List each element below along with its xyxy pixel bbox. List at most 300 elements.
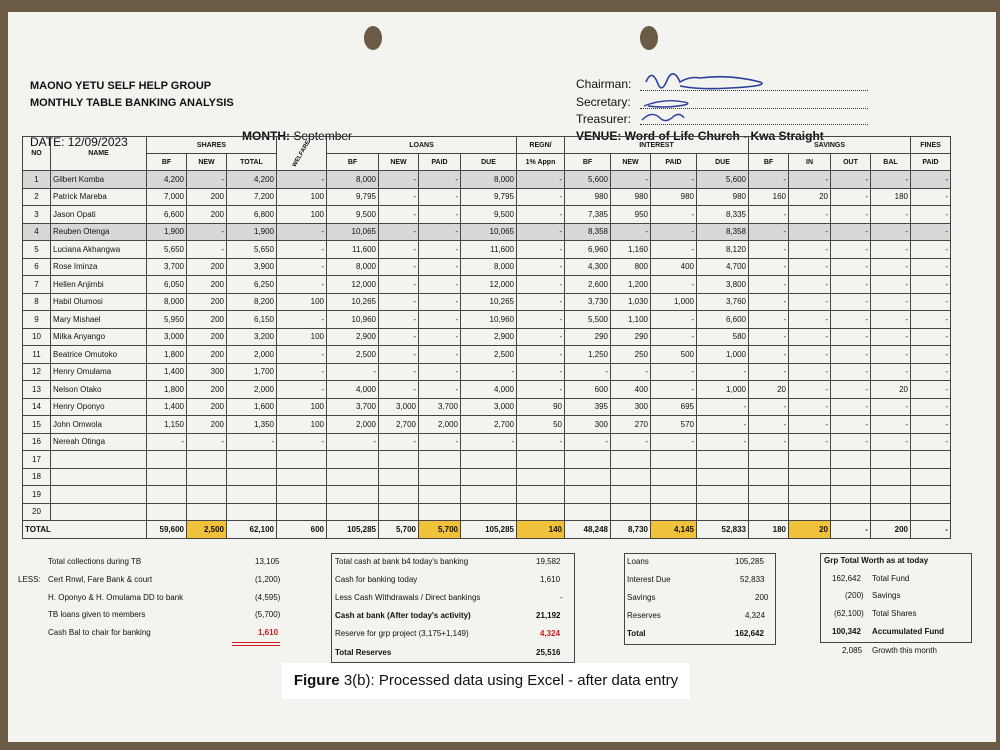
table-cell: - bbox=[789, 398, 831, 416]
total-cell: - bbox=[831, 521, 871, 539]
table-cell: 8,000 bbox=[327, 171, 379, 189]
table-cell: 1,000 bbox=[697, 381, 749, 399]
table-cell: Jason Opati bbox=[51, 206, 147, 224]
table-cell: 3,000 bbox=[379, 398, 419, 416]
table-cell: Nelson Otako bbox=[51, 381, 147, 399]
table-row bbox=[23, 328, 951, 346]
fund-value-4: 162,642 bbox=[735, 629, 764, 638]
table-cell bbox=[517, 503, 565, 521]
table-cell: 3,700 bbox=[147, 258, 187, 276]
table-cell bbox=[697, 451, 749, 469]
summary-left-value-4: 1,610 bbox=[258, 628, 279, 637]
table-cell: 20 bbox=[23, 503, 51, 521]
table-cell: 200 bbox=[187, 188, 227, 206]
table-cell: - bbox=[831, 381, 871, 399]
table-cell: 6,800 bbox=[227, 206, 277, 224]
sub-header: NEW bbox=[611, 154, 651, 171]
sub-header: OUT bbox=[831, 154, 871, 171]
table-cell: 10,960 bbox=[461, 311, 517, 329]
table-cell: - bbox=[749, 433, 789, 451]
table-cell: - bbox=[789, 223, 831, 241]
table-cell: - bbox=[419, 171, 461, 189]
table-cell: 3 bbox=[23, 206, 51, 224]
table-cell: - bbox=[831, 398, 871, 416]
table-cell: - bbox=[611, 433, 651, 451]
table-cell: 1,000 bbox=[697, 346, 749, 364]
table-cell bbox=[461, 486, 517, 504]
table-cell: 10 bbox=[23, 328, 51, 346]
table-row bbox=[23, 503, 951, 521]
table-cell: - bbox=[831, 241, 871, 259]
table-cell bbox=[187, 468, 227, 486]
table-cell: 14 bbox=[23, 398, 51, 416]
table-cell: - bbox=[277, 381, 327, 399]
table-cell: - bbox=[789, 293, 831, 311]
worth-value-1: (200) bbox=[845, 591, 864, 600]
fund-label-2: Savings bbox=[627, 593, 656, 602]
table-cell: 4 bbox=[23, 223, 51, 241]
table-cell: - bbox=[277, 433, 327, 451]
table-cell: 1,900 bbox=[227, 223, 277, 241]
table-cell: - bbox=[911, 346, 951, 364]
worth-label-0: Total Fund bbox=[872, 574, 910, 583]
table-cell: - bbox=[697, 433, 749, 451]
caption-bold: Figure bbox=[293, 672, 340, 689]
table-cell: - bbox=[379, 241, 419, 259]
table-cell: 200 bbox=[187, 381, 227, 399]
date: DATE: 12/09/2023 bbox=[30, 135, 128, 149]
table-cell bbox=[565, 451, 611, 469]
fund-value-1: 52,833 bbox=[740, 575, 765, 584]
fund-label-0: Loans bbox=[627, 557, 649, 566]
table-cell: 3,700 bbox=[419, 398, 461, 416]
table-cell: 400 bbox=[611, 381, 651, 399]
sub-header: BF bbox=[749, 154, 789, 171]
table-cell: 2,500 bbox=[461, 346, 517, 364]
table-cell bbox=[419, 451, 461, 469]
table-cell: - bbox=[419, 223, 461, 241]
table-cell: - bbox=[789, 363, 831, 381]
table-cell: 5,600 bbox=[697, 171, 749, 189]
table-cell bbox=[419, 503, 461, 521]
table-cell bbox=[379, 468, 419, 486]
table-cell bbox=[227, 468, 277, 486]
cash-label-2: Less Cash Withdrawals / Direct bankings bbox=[335, 593, 481, 602]
table-cell: 2,900 bbox=[327, 328, 379, 346]
table-cell: 5 bbox=[23, 241, 51, 259]
table-cell: John Omwola bbox=[51, 416, 147, 434]
table-cell: - bbox=[911, 171, 951, 189]
table-cell: - bbox=[749, 241, 789, 259]
total-cell: 105,285 bbox=[461, 521, 517, 539]
table-cell: 200 bbox=[187, 206, 227, 224]
table-cell: - bbox=[651, 276, 697, 294]
summary-left-value-1: (1,200) bbox=[255, 575, 281, 584]
table-cell: - bbox=[871, 258, 911, 276]
table-cell: - bbox=[517, 241, 565, 259]
table-cell: 3,200 bbox=[227, 328, 277, 346]
table-cell: - bbox=[227, 433, 277, 451]
table-cell: - bbox=[871, 206, 911, 224]
table-row bbox=[23, 293, 951, 311]
table-cell: 1,900 bbox=[147, 223, 187, 241]
table-cell: - bbox=[789, 276, 831, 294]
table-cell: 6,050 bbox=[147, 276, 187, 294]
table-cell: - bbox=[651, 171, 697, 189]
table-cell: - bbox=[749, 206, 789, 224]
sub-header: NEW bbox=[379, 154, 419, 171]
sub-header: 1% Appn bbox=[517, 154, 565, 171]
table-cell: 6,250 bbox=[227, 276, 277, 294]
col-loans: LOANS bbox=[327, 137, 517, 154]
cash-label-1: Cash for banking today bbox=[335, 575, 418, 584]
table-cell: - bbox=[419, 276, 461, 294]
table-cell: - bbox=[379, 276, 419, 294]
table-cell: 6,960 bbox=[565, 241, 611, 259]
table-cell: 6,600 bbox=[697, 311, 749, 329]
total-cell: 62,100 bbox=[227, 521, 277, 539]
table-cell: - bbox=[831, 416, 871, 434]
table-cell: 12,000 bbox=[461, 276, 517, 294]
table-cell: - bbox=[911, 433, 951, 451]
sub-header: PAID bbox=[911, 154, 951, 171]
table-row bbox=[23, 398, 951, 416]
table-cell bbox=[749, 468, 789, 486]
figure-caption bbox=[282, 663, 690, 699]
table-row bbox=[23, 188, 951, 206]
table-cell: 100 bbox=[277, 328, 327, 346]
table-cell: - bbox=[651, 241, 697, 259]
table-cell bbox=[461, 468, 517, 486]
table-cell: 10,065 bbox=[327, 223, 379, 241]
table-cell: Milka Anyango bbox=[51, 328, 147, 346]
table-cell bbox=[697, 468, 749, 486]
table-cell: - bbox=[871, 311, 911, 329]
sub-header: PAID bbox=[419, 154, 461, 171]
table-cell bbox=[379, 503, 419, 521]
table-cell: - bbox=[697, 398, 749, 416]
worth-title: Grp Total Worth as at today bbox=[824, 556, 929, 565]
table-cell: 180 bbox=[871, 188, 911, 206]
table-cell: 8,200 bbox=[227, 293, 277, 311]
table-row bbox=[23, 241, 951, 259]
table-cell: - bbox=[379, 188, 419, 206]
table-cell bbox=[419, 486, 461, 504]
table-cell bbox=[327, 468, 379, 486]
table-cell: - bbox=[831, 258, 871, 276]
table-cell bbox=[789, 468, 831, 486]
table-row bbox=[23, 468, 951, 486]
table-cell: 2,700 bbox=[379, 416, 419, 434]
table-cell: 1,400 bbox=[147, 398, 187, 416]
table-cell: - bbox=[565, 363, 611, 381]
total-cell: 600 bbox=[277, 521, 327, 539]
table-cell: 500 bbox=[651, 346, 697, 364]
table-cell: - bbox=[789, 381, 831, 399]
table-cell: - bbox=[749, 363, 789, 381]
table-cell: 2,000 bbox=[327, 416, 379, 434]
table-cell: - bbox=[911, 328, 951, 346]
table-cell: - bbox=[379, 346, 419, 364]
table-cell: - bbox=[277, 311, 327, 329]
table-cell: 200 bbox=[187, 293, 227, 311]
table-cell: 3,900 bbox=[227, 258, 277, 276]
summary-left-value-0: 13,105 bbox=[255, 557, 280, 566]
table-cell: 1,350 bbox=[227, 416, 277, 434]
table-cell: 100 bbox=[277, 416, 327, 434]
table-cell: - bbox=[277, 276, 327, 294]
table-cell: - bbox=[277, 171, 327, 189]
table-cell: 6,150 bbox=[227, 311, 277, 329]
table-cell: 50 bbox=[517, 416, 565, 434]
table-cell: 9,795 bbox=[327, 188, 379, 206]
worth-value-4: 2,085 bbox=[842, 646, 863, 655]
punch-hole bbox=[364, 26, 382, 50]
table-cell: - bbox=[379, 293, 419, 311]
cash-label-0: Total cash at bank b4 today's banking bbox=[335, 557, 469, 566]
table-cell: - bbox=[517, 433, 565, 451]
table-cell bbox=[789, 503, 831, 521]
table-cell: 2 bbox=[23, 188, 51, 206]
table-cell: - bbox=[831, 206, 871, 224]
table-cell: - bbox=[379, 363, 419, 381]
table-cell: - bbox=[517, 346, 565, 364]
table-cell bbox=[651, 486, 697, 504]
table-cell: - bbox=[277, 258, 327, 276]
table-cell: 270 bbox=[611, 416, 651, 434]
table-cell: - bbox=[419, 328, 461, 346]
table-cell: 1,150 bbox=[147, 416, 187, 434]
table-cell bbox=[871, 503, 911, 521]
sub-header: PAID bbox=[651, 154, 697, 171]
table-cell: 3,730 bbox=[565, 293, 611, 311]
table-cell bbox=[187, 486, 227, 504]
table-cell bbox=[51, 486, 147, 504]
table-cell bbox=[517, 468, 565, 486]
table-cell: 570 bbox=[651, 416, 697, 434]
table-cell bbox=[147, 486, 187, 504]
table-cell: - bbox=[651, 206, 697, 224]
summary-left-label-3: TB loans given to members bbox=[48, 610, 146, 619]
cash-value-1: 1,610 bbox=[540, 575, 561, 584]
table-cell: - bbox=[419, 241, 461, 259]
table-cell: - bbox=[871, 416, 911, 434]
welfare-label: WELFARE bbox=[291, 139, 312, 168]
table-cell bbox=[51, 468, 147, 486]
table-cell bbox=[147, 503, 187, 521]
table-cell: 2,000 bbox=[227, 381, 277, 399]
table-cell: 12,000 bbox=[327, 276, 379, 294]
table-cell: - bbox=[871, 223, 911, 241]
col-savings: SAVINGS bbox=[749, 137, 911, 154]
fund-label-1: Interest Due bbox=[627, 575, 671, 584]
table-cell: - bbox=[911, 258, 951, 276]
total-cell: 2,500 bbox=[187, 521, 227, 539]
table-cell: 3,760 bbox=[697, 293, 749, 311]
table-cell bbox=[789, 451, 831, 469]
table-row bbox=[23, 451, 951, 469]
table-cell: - bbox=[911, 363, 951, 381]
fund-label-3: Reserves bbox=[627, 611, 661, 620]
table-cell: 17 bbox=[23, 451, 51, 469]
table-cell: 980 bbox=[651, 188, 697, 206]
cash-label-5: Total Reserves bbox=[335, 648, 392, 657]
total-cell: 200 bbox=[871, 521, 911, 539]
table-cell: 7,385 bbox=[565, 206, 611, 224]
table-cell: - bbox=[187, 223, 227, 241]
table-cell: 7,000 bbox=[147, 188, 187, 206]
table-cell: - bbox=[611, 223, 651, 241]
table-cell: - bbox=[277, 363, 327, 381]
table-cell: 9,500 bbox=[461, 206, 517, 224]
total-cell: - bbox=[911, 521, 951, 539]
table-row bbox=[23, 276, 951, 294]
cash-value-2: - bbox=[560, 593, 563, 602]
table-cell: 200 bbox=[187, 328, 227, 346]
table-cell: - bbox=[379, 328, 419, 346]
less-label: LESS: bbox=[18, 575, 41, 584]
col-fines: FINES bbox=[911, 137, 951, 154]
table-cell: 8,000 bbox=[147, 293, 187, 311]
table-cell bbox=[651, 468, 697, 486]
table-cell: 11,600 bbox=[461, 241, 517, 259]
table-cell: 10,265 bbox=[461, 293, 517, 311]
table-cell: Habil Olumosi bbox=[51, 293, 147, 311]
table-cell: 8,358 bbox=[565, 223, 611, 241]
table-cell: - bbox=[517, 188, 565, 206]
table-cell: 2,700 bbox=[461, 416, 517, 434]
table-cell: - bbox=[379, 223, 419, 241]
table-cell: 8 bbox=[23, 293, 51, 311]
table-cell: 4,700 bbox=[697, 258, 749, 276]
table-cell: - bbox=[789, 206, 831, 224]
total-cell: 52,833 bbox=[697, 521, 749, 539]
table-cell: 13 bbox=[23, 381, 51, 399]
table-cell: 600 bbox=[565, 381, 611, 399]
table-cell: 3,000 bbox=[461, 398, 517, 416]
table-cell: - bbox=[461, 363, 517, 381]
table-cell: 980 bbox=[565, 188, 611, 206]
table-cell: 580 bbox=[697, 328, 749, 346]
table-cell: - bbox=[697, 416, 749, 434]
table-cell: 11,600 bbox=[327, 241, 379, 259]
table-cell: 100 bbox=[277, 293, 327, 311]
table-cell bbox=[611, 486, 651, 504]
group-header-row bbox=[23, 137, 951, 154]
table-cell: - bbox=[831, 223, 871, 241]
table-cell bbox=[461, 503, 517, 521]
table-cell: - bbox=[517, 381, 565, 399]
table-cell: - bbox=[651, 363, 697, 381]
table-cell: - bbox=[379, 206, 419, 224]
table-cell: 290 bbox=[611, 328, 651, 346]
table-cell bbox=[789, 486, 831, 504]
table-cell bbox=[697, 486, 749, 504]
table-cell: 20 bbox=[749, 381, 789, 399]
table-cell: Rose Iminza bbox=[51, 258, 147, 276]
table-cell: 695 bbox=[651, 398, 697, 416]
table-cell: 10,265 bbox=[327, 293, 379, 311]
table-cell: - bbox=[147, 433, 187, 451]
table-cell bbox=[831, 503, 871, 521]
table-cell: 2,000 bbox=[227, 346, 277, 364]
table-cell bbox=[651, 503, 697, 521]
table-cell: - bbox=[651, 311, 697, 329]
table-cell: - bbox=[419, 258, 461, 276]
venue: VENUE: Word of Life Church - Kwa Straight bbox=[576, 129, 824, 143]
table-cell: - bbox=[789, 433, 831, 451]
table-cell: - bbox=[277, 346, 327, 364]
table-cell bbox=[565, 468, 611, 486]
table-cell: - bbox=[277, 241, 327, 259]
table-cell: - bbox=[651, 381, 697, 399]
total-cell: 140 bbox=[517, 521, 565, 539]
table-row bbox=[23, 258, 951, 276]
table-cell: 1,160 bbox=[611, 241, 651, 259]
table-cell: 200 bbox=[187, 258, 227, 276]
table-cell: 400 bbox=[651, 258, 697, 276]
table-cell: 2,900 bbox=[461, 328, 517, 346]
table-cell: - bbox=[871, 276, 911, 294]
worth-label-1: Savings bbox=[872, 591, 901, 600]
table-cell: 300 bbox=[611, 398, 651, 416]
table-cell: 10,960 bbox=[327, 311, 379, 329]
cash-label-4: Reserve for grp project (3,175+1,149) bbox=[335, 629, 469, 638]
table-cell: 980 bbox=[697, 188, 749, 206]
table-cell: 4,000 bbox=[461, 381, 517, 399]
total-cell: 8,730 bbox=[611, 521, 651, 539]
table-cell: 90 bbox=[517, 398, 565, 416]
table-cell: - bbox=[749, 276, 789, 294]
table-cell: - bbox=[749, 258, 789, 276]
table-cell: - bbox=[789, 416, 831, 434]
table-cell: 4,200 bbox=[227, 171, 277, 189]
summary-left-value-3: (5,700) bbox=[255, 610, 281, 619]
totals-row bbox=[23, 521, 951, 539]
cash-value-0: 19,582 bbox=[536, 557, 561, 566]
table-cell: Hellen Anjimbi bbox=[51, 276, 147, 294]
table-cell: - bbox=[749, 416, 789, 434]
table-cell bbox=[227, 486, 277, 504]
worth-value-2: (62,100) bbox=[834, 609, 864, 618]
table-cell: - bbox=[871, 433, 911, 451]
table-cell: 800 bbox=[611, 258, 651, 276]
table-cell: 15 bbox=[23, 416, 51, 434]
table-cell: - bbox=[831, 171, 871, 189]
table-cell: - bbox=[697, 363, 749, 381]
table-cell: - bbox=[789, 346, 831, 364]
table-row bbox=[23, 416, 951, 434]
table-cell: 5,650 bbox=[147, 241, 187, 259]
table-cell: Nereah Otinga bbox=[51, 433, 147, 451]
table-cell: Henry Oponyo bbox=[51, 398, 147, 416]
table-cell: - bbox=[749, 293, 789, 311]
table-cell bbox=[611, 503, 651, 521]
table-cell: 100 bbox=[277, 206, 327, 224]
table-row bbox=[23, 486, 951, 504]
table-cell: - bbox=[419, 363, 461, 381]
table-cell bbox=[187, 451, 227, 469]
worth-label-2: Total Shares bbox=[872, 609, 917, 618]
table-cell bbox=[831, 468, 871, 486]
table-cell bbox=[651, 451, 697, 469]
table-cell: Luciana Akhangwa bbox=[51, 241, 147, 259]
table-cell: 3,800 bbox=[697, 276, 749, 294]
table-cell: - bbox=[911, 241, 951, 259]
table-cell bbox=[611, 468, 651, 486]
table-cell: 1,700 bbox=[227, 363, 277, 381]
summary-left-label-0: Total collections during TB bbox=[48, 557, 142, 566]
